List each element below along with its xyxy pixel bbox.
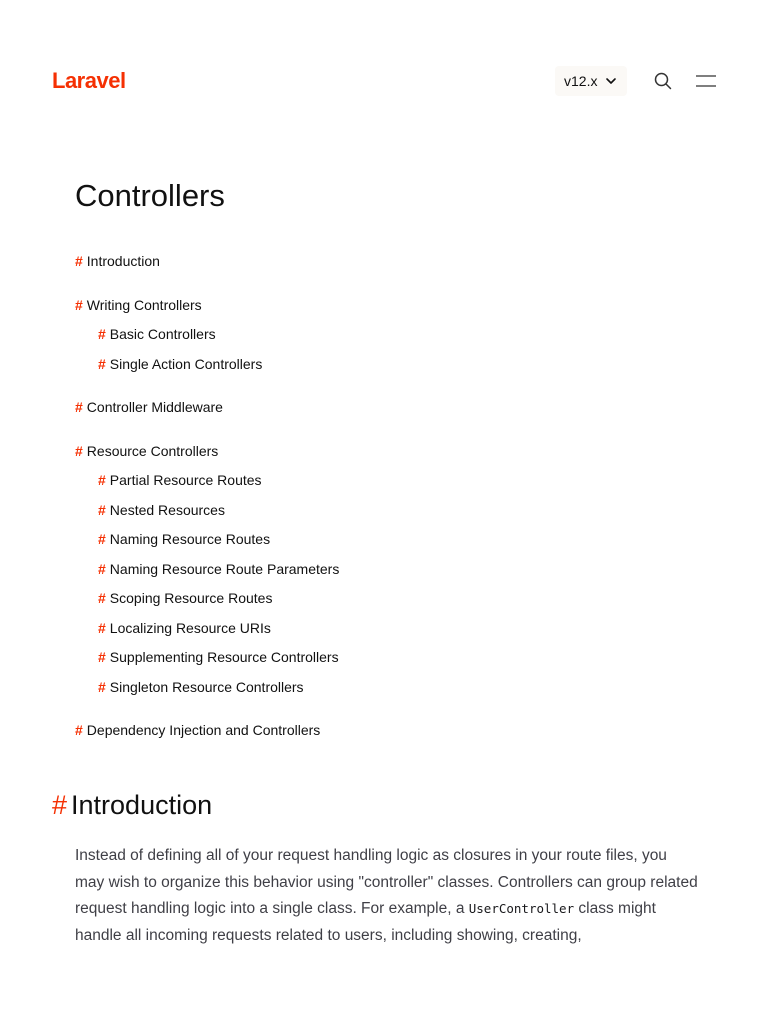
anchor-hash: # <box>98 531 106 547</box>
paragraph-text-end: class might handle all incoming requests related to users, including showing, creating, <box>75 900 656 944</box>
toc-item-label: Dependency Injection and Controllers <box>86 722 321 738</box>
toc-item-label: Localizing Resource URIs <box>109 619 271 636</box>
toc-item-label: Resource Controllers <box>86 442 219 459</box>
anchor-hash: # <box>98 472 106 488</box>
toc-item[interactable] <box>75 398 715 428</box>
anchor-hash: # <box>98 619 106 636</box>
toc-item[interactable] <box>75 678 715 708</box>
toc-item-label: Partial Resource Routes <box>109 472 262 488</box>
toc-item[interactable] <box>75 648 715 678</box>
anchor-hash[interactable]: # <box>52 790 68 820</box>
laravel-logo[interactable]: Laravel <box>52 68 126 93</box>
toc-item[interactable] <box>75 501 715 531</box>
table-of-contents <box>75 252 715 751</box>
section-heading-text: Introduction <box>71 790 213 820</box>
site-header <box>52 62 716 102</box>
toc-item-label: Scoping Resource Routes <box>109 590 273 606</box>
paragraph-text-start: Instead of defining all of your request handling logic as closures in your route files, you may wish to organize this behavior using "controller" classes. Controllers can group related request handling logic into a single class. For example, a <box>75 847 698 917</box>
toc-item[interactable] <box>75 252 715 282</box>
anchor-hash: # <box>75 253 83 269</box>
anchor-hash: # <box>98 678 106 695</box>
anchor-hash: # <box>75 296 83 313</box>
anchor-hash: # <box>98 649 106 665</box>
toc-item[interactable] <box>75 721 715 751</box>
search-icon[interactable] <box>654 72 672 90</box>
toc-item-label: Nested Resources <box>109 501 225 518</box>
anchor-hash: # <box>98 501 106 518</box>
anchor-hash: # <box>98 590 106 606</box>
toc-item-label: Naming Resource Route Parameters <box>109 560 340 577</box>
toc-item-label: Single Action Controllers <box>109 355 263 372</box>
anchor-hash: # <box>75 722 83 738</box>
anchor-hash: # <box>98 326 106 342</box>
version-label: v12.x <box>564 73 598 89</box>
intro-paragraph <box>75 843 700 949</box>
toc-item-label: Controller Middleware <box>86 399 223 415</box>
anchor-hash: # <box>98 560 106 577</box>
toc-item[interactable] <box>75 530 715 560</box>
toc-item[interactable] <box>75 355 715 385</box>
toc-item[interactable] <box>75 560 715 590</box>
section-heading-introduction <box>52 790 212 821</box>
toc-item[interactable] <box>75 589 715 619</box>
toc-item-label: Naming Resource Routes <box>109 531 271 547</box>
menu-icon[interactable] <box>696 74 716 88</box>
toc-item[interactable] <box>75 619 715 649</box>
version-selector[interactable] <box>555 66 627 96</box>
page-title: Controllers <box>75 178 225 213</box>
toc-item-label: Singleton Resource Controllers <box>109 678 304 695</box>
toc-item-label: Introduction <box>86 253 160 269</box>
toc-item[interactable] <box>75 325 715 355</box>
inline-code: UserController <box>468 901 575 916</box>
toc-item-label: Writing Controllers <box>86 296 202 313</box>
toc-item-label: Basic Controllers <box>109 326 216 342</box>
anchor-hash: # <box>75 399 83 415</box>
toc-item-label: Supplementing Resource Controllers <box>109 649 339 665</box>
chevron-down-icon <box>605 75 617 87</box>
toc-item[interactable] <box>75 471 715 501</box>
anchor-hash: # <box>75 442 83 459</box>
toc-item[interactable] <box>75 296 715 326</box>
toc-item[interactable] <box>75 442 715 472</box>
anchor-hash: # <box>98 355 106 372</box>
